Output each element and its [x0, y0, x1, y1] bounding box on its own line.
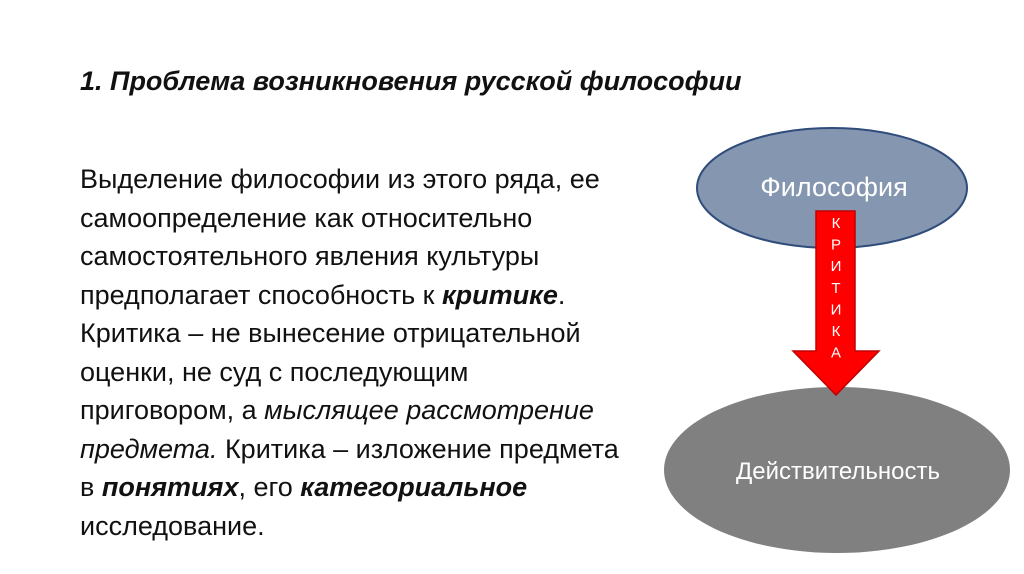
- text-span: .: [557, 279, 566, 310]
- bottom-node-label: Действительность: [735, 458, 941, 485]
- text-span: предполагает способность к: [80, 279, 442, 310]
- arrow-letter: Р: [830, 236, 842, 254]
- arrow-letters: [831, 215, 842, 362]
- emphasis-critique: критике: [441, 279, 558, 310]
- text-span: Критика – не вынесение отрицательной: [80, 318, 581, 348]
- text-span: исследование.: [80, 510, 265, 541]
- slide-title: 1. Проблема возникновения русской философии: [80, 66, 742, 96]
- emphasis-categorial: категориальное: [300, 472, 528, 502]
- arrow-letter: К: [831, 215, 841, 232]
- text-span: самоопределение как относительно: [80, 202, 533, 233]
- text-span: Выделение философии из этого ряда, ее: [80, 164, 600, 194]
- emphasis-subject: предмета.: [80, 433, 218, 464]
- text-span: приговором, а: [80, 395, 265, 425]
- arrow-letter: И: [830, 301, 842, 319]
- text-span: самостоятельного явления культуры: [80, 241, 540, 271]
- text-span: Критика – изложение предмета: [217, 433, 619, 464]
- arrow-letter: А: [830, 344, 842, 362]
- arrow-letter: К: [831, 323, 841, 340]
- text-span: , его: [238, 472, 301, 502]
- arrow-letter: Т: [831, 279, 841, 297]
- emphasis-thinking-review: мыслящее рассмотрение: [264, 395, 594, 425]
- text-span: в: [80, 472, 102, 502]
- emphasis-concepts: понятиях: [101, 472, 239, 502]
- arrow-letter: И: [830, 258, 842, 276]
- text-span: оценки, не суд с последующим: [80, 356, 469, 387]
- top-node-label: Философия: [760, 172, 908, 202]
